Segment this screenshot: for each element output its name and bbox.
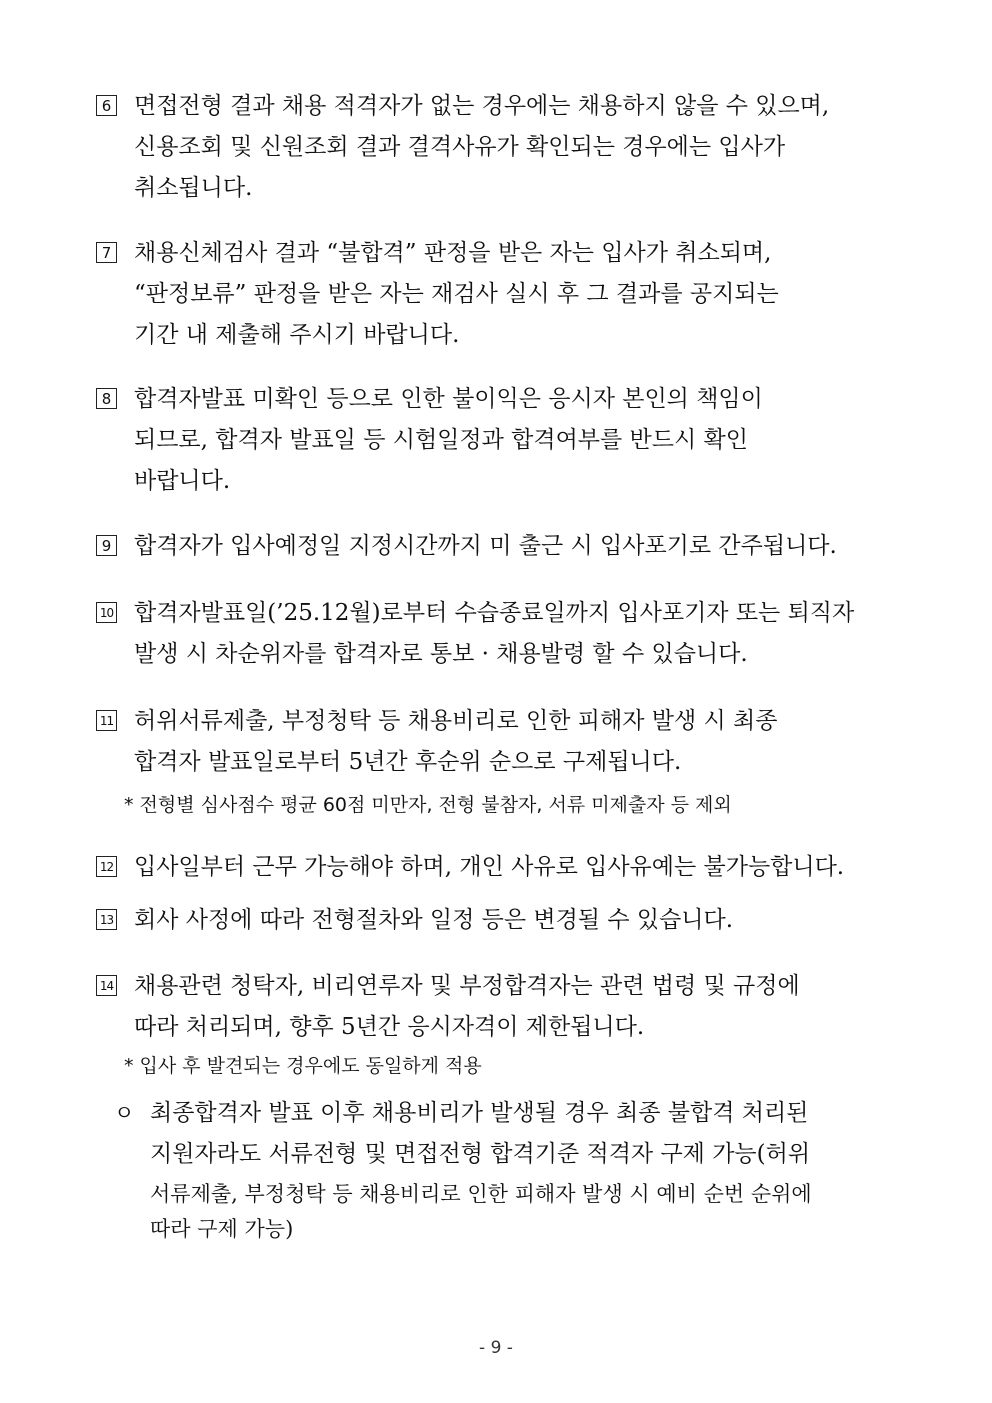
item-number-box: 10 <box>96 602 117 623</box>
item-text-line: 합격자발표 미확인 등으로 인한 불이익은 응시자 본인의 책임이 <box>134 386 763 412</box>
item-text-line: 면접전형 결과 채용 적격자가 없는 경우에는 채용하지 않을 수 있으며, <box>134 93 830 119</box>
item-number-box: 7 <box>96 242 117 263</box>
bullet-text-line: 지원자라도 서류전형 및 면접전형 합격기준 적격자 구제 가능(허위 <box>150 1141 811 1167</box>
item-number-box: 11 <box>96 710 117 731</box>
item-number-box: 8 <box>96 388 117 409</box>
page-number: - 9 - <box>479 1338 513 1358</box>
item-text-line: 발생 시 차순위자를 합격자로 통보 · 채용발령 할 수 있습니다. <box>134 641 748 667</box>
item-text-line: 채용관련 청탁자, 비리연루자 및 부정합격자는 관련 법령 및 규정에 <box>134 973 800 999</box>
item-text-line: 기간 내 제출해 주시기 바랍니다. <box>134 322 460 348</box>
item-text-line: 따라 처리되며, 향후 5년간 응시자격이 제한됩니다. <box>134 1014 645 1040</box>
bullet-text-line: 따라 구제 가능) <box>150 1217 294 1241</box>
item-text-line: 신용조회 및 신원조회 결과 결격사유가 확인되는 경우에는 입사가 <box>134 134 786 160</box>
item-text-line: 회사 사정에 따라 전형절차와 일정 등은 변경될 수 있습니다. <box>134 907 734 933</box>
item-number-box: 13 <box>96 909 117 930</box>
item-number-box: 12 <box>96 856 117 877</box>
item-text-line: “판정보류” 판정을 받은 자는 재검사 실시 후 그 결과를 공지되는 <box>134 281 779 307</box>
item-text-line: 입사일부터 근무 가능해야 하며, 개인 사유로 입사유예는 불가능합니다. <box>134 854 845 880</box>
item-text-line: 합격자발표일(’25.12월)로부터 수습종료일까지 입사포기자 또는 퇴직자 <box>134 600 855 626</box>
item-text-line: 취소됩니다. <box>134 175 253 201</box>
bullet-text-line: 서류제출, 부정청탁 등 채용비리로 인한 피해자 발생 시 예비 순번 순위에 <box>150 1182 812 1206</box>
item-text-line: 합격자 발표일로부터 5년간 후순위 순으로 구제됩니다. <box>134 749 682 775</box>
item-number-box: 6 <box>96 95 117 116</box>
bullet-text-line: 최종합격자 발표 이후 채용비리가 발생될 경우 최종 불합격 처리된 <box>150 1100 809 1126</box>
circle-bullet-icon: ㅇ <box>114 1101 135 1125</box>
item-number-box: 9 <box>96 535 117 556</box>
item-text-line: 바랍니다. <box>134 468 231 494</box>
item-text-line: 허위서류제출, 부정청탁 등 채용비리로 인한 피해자 발생 시 최종 <box>134 708 778 734</box>
item-footnote: * 전형별 심사점수 평균 60점 미만자, 전형 불참자, 서류 미제출자 등 제외 <box>124 794 732 816</box>
item-text-line: 채용신체검사 결과 “불합격” 판정을 받은 자는 입사가 취소되며, <box>134 240 772 266</box>
item-text-line: 되므로, 합격자 발표일 등 시험일정과 합격여부를 반드시 확인 <box>134 427 748 453</box>
item-footnote: * 입사 후 발견되는 경우에도 동일하게 적용 <box>124 1055 482 1077</box>
item-text-line: 합격자가 입사예정일 지정시간까지 미 출근 시 입사포기로 간주됩니다. <box>134 533 837 559</box>
item-number-box: 14 <box>96 975 117 996</box>
